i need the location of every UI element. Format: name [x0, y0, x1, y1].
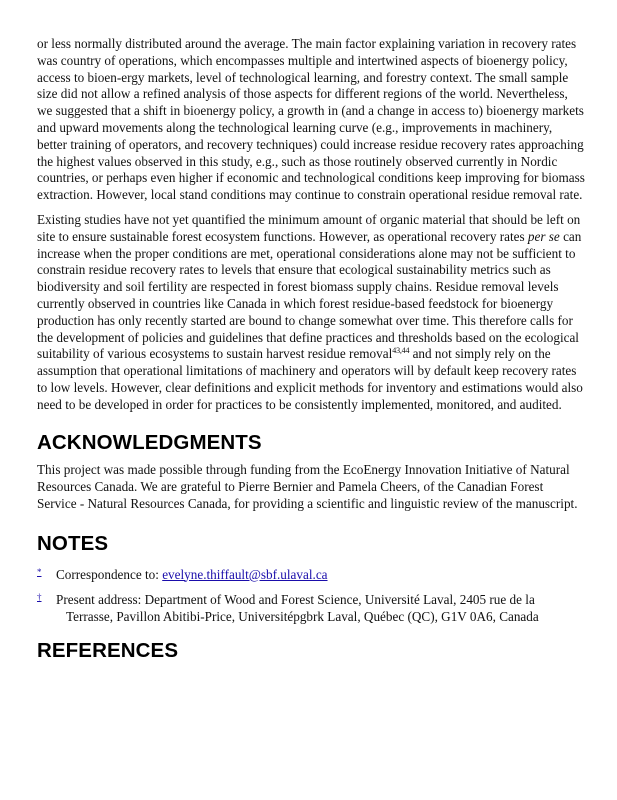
notes-heading: NOTES — [37, 531, 109, 555]
article-page — [37, 36, 585, 660]
references-heading: REFERENCES — [37, 638, 179, 662]
note-address-line-2: Terrasse, Pavillon Abitibi-Price, Universitépgbrk Laval, Québec (QC), G1V 0A6, Canada — [66, 609, 539, 625]
acknowledgments-heading: ACKNOWLEDGMENTS — [37, 430, 262, 454]
note-correspondence — [37, 567, 585, 584]
note-correspondence-label: Correspondence to: — [56, 566, 163, 582]
paragraph-2-text-b: can increase when the proper conditions are met, operational considerations alone may not be sufficient to constrain residue recovery rates to levels that ensure that ecological sustainability metrics such as biodiversity and soil fertility are respected in forest biomass supply chains. Residue removal levels currently observed in countries like Canada in which forest residue-based feedstock for bioenergy production has only recently started are bound to change somewhat over time. This therefore calls for the development of policies and guidelines that define practices and thresholds based on the ecological suitability of various ecosystems to sustain harvest residue removal — [37, 228, 582, 362]
paragraph-2-text-c: and not simply rely on the assumption that operational limitations of machinery and operators will by default keep recovery rates to low levels. However, clear definitions and explicit methods for inventory and estimations would also need to be developed in order for practices to be consistently implemented, monitored, and audited. — [37, 346, 583, 412]
body-paragraph-1: or less normally distributed around the average. The main factor explaining variation in recovery rates was country of operations, which encompasses multiple and intertwined aspects of bioenergy policy, access to bioen-ergy markets, level of technological learning, and forestry context. The small sample size did not allow a refined analysis of those aspects for different regions of the world. Nevertheless, we suggested that a shift in bioenergy policy, a growth in (and a change in access to) bioenergy markets and upward movements along the technological learning curve (e.g., improvements in machinery, better training of operators, and recovery techniques) could increase residue recovery rates approaching the highest values observed in this study, e.g., such as those routinely observed currently in Nordic countries, or perhaps even higher if economic and technological conditions keep improving for biomass extraction. However, local stand conditions may continue to constrain operational residue removal rate. — [37, 36, 585, 203]
italic-phrase: per se — [527, 228, 560, 244]
citation-reference[interactable]: 43,44 — [392, 346, 410, 356]
note-marker-asterisk[interactable]: * — [37, 566, 42, 577]
email-link[interactable]: evelyne.thiffault@sbf.ulaval.ca — [162, 566, 328, 582]
note-address-line-1: Present address: Department of Wood and Forest Science, Université Laval, 2405 rue de la — [56, 592, 535, 608]
acknowledgments-text: This project was made possible through funding from the EcoEnergy Innovation Initiative of Natural Resources Canada. We are grateful to Pierre Bernier and Pamela Cheers, of the Canadian Forest Service - Natural Resources Canada, for providing a scientific and linguistic review of the manuscript. — [37, 462, 578, 511]
note-present-address — [37, 592, 585, 626]
note-marker-dagger[interactable]: † — [37, 592, 42, 603]
body-paragraph-2 — [37, 212, 585, 414]
paragraph-2-text-a: Existing studies have not yet quantified the minimum amount of organic material that should be left on site to ensure sustainable forest ecosystem functions. However, as operational recovery rates — [37, 211, 581, 244]
